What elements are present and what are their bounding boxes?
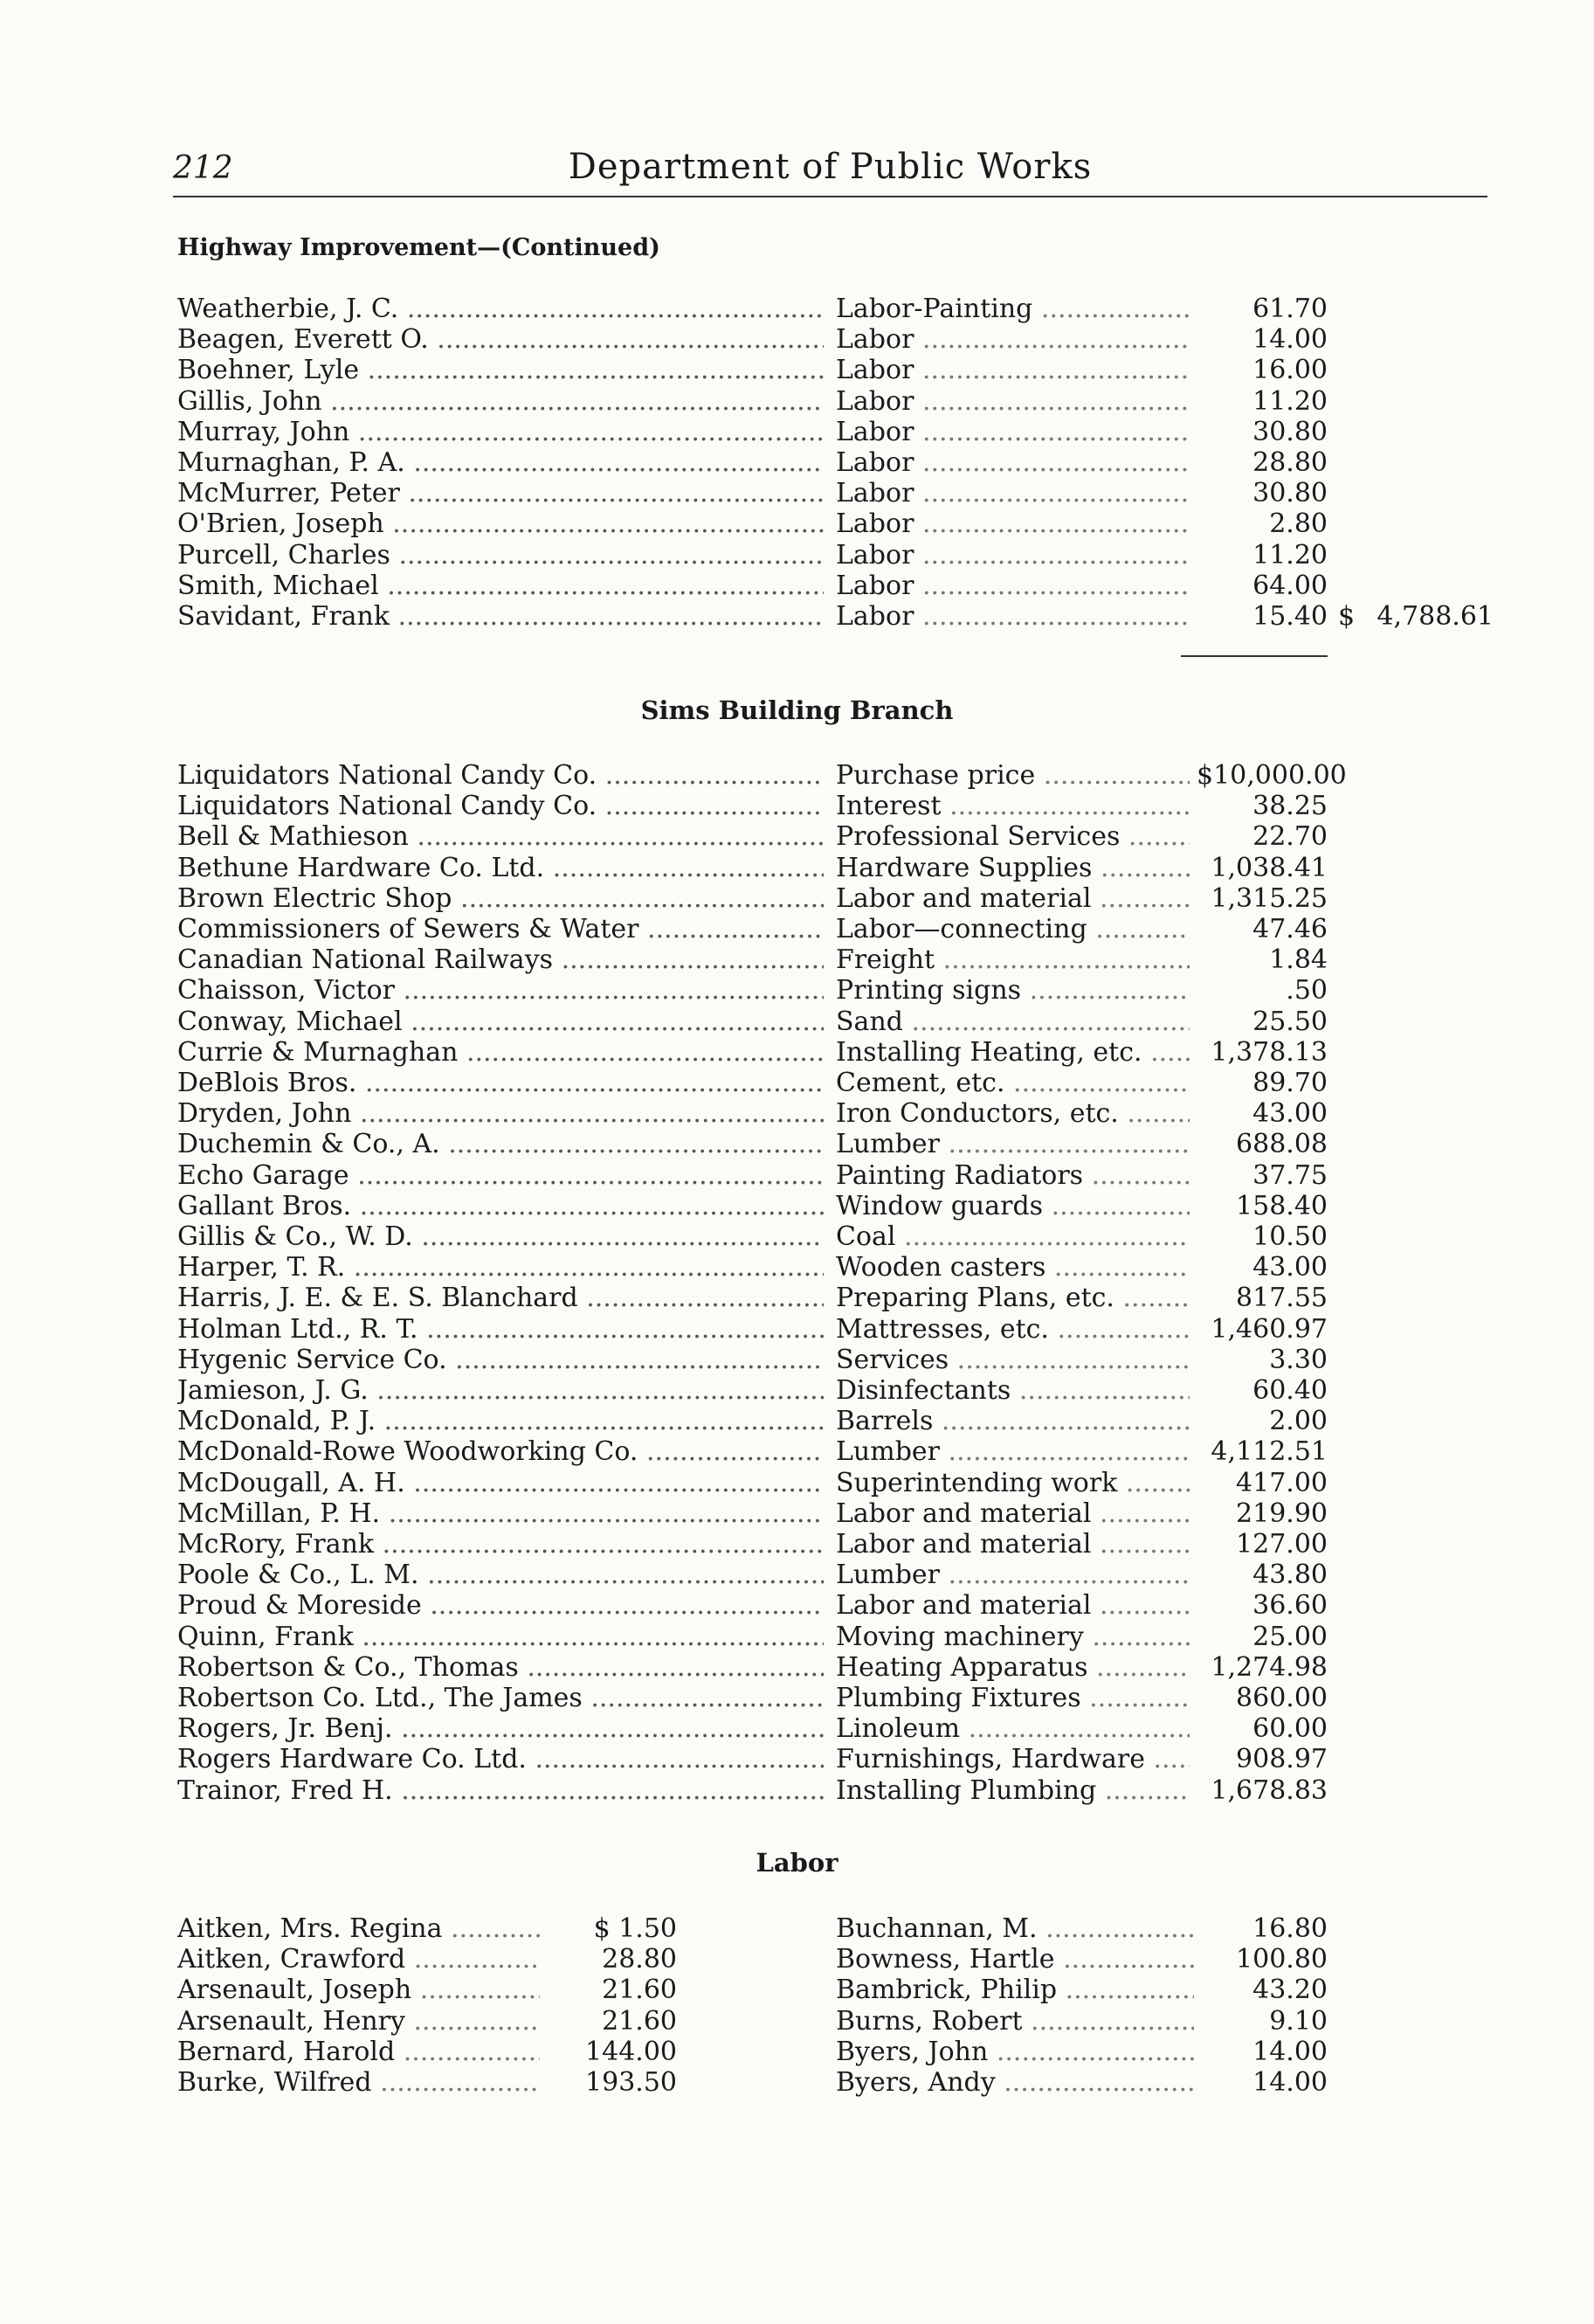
item-amount: 89.70 [1252,1068,1328,1098]
item-description: Preparing Plans, etc. ..... [836,1283,1190,1314]
table-row [0,1068,1594,1099]
item-description: Labor-Painting ..... [836,294,1190,325]
item-description: Iron Conductors, etc. ..... [836,1098,1190,1130]
item-description: Labor ..... [836,355,1190,386]
item-description: Heating Apparatus ..... [836,1652,1190,1684]
table-row [0,1944,1594,1975]
section-title-sims: Sims Building Branch [640,695,954,725]
item-amount: 25.00 [1252,1622,1328,1652]
item-description: Freight ..... [836,944,1190,976]
item-amount: 3.30 [1269,1345,1328,1375]
item-amount: $10,000.00 [1197,760,1347,791]
item-description: Barrels ..... [836,1406,1190,1437]
payee-name: McMurrer, Peter ..... [177,478,824,509]
table-row [0,1221,1594,1253]
payee-name: Murray, John ..... [177,417,824,448]
item-amount: 38.25 [1252,791,1328,821]
item-amount: 1,460.97 [1211,1314,1328,1345]
laborer-name: Arsenault, Joseph ..... [177,1975,540,2006]
item-amount: 37.75 [1252,1160,1328,1191]
item-description: Purchase price ..... [836,760,1190,792]
item-amount: 11.20 [1252,540,1328,571]
item-description: Labor and material ..... [836,1529,1190,1560]
item-description: Labor ..... [836,324,1190,356]
payee-name: McDonald, P. J. ..... [177,1406,824,1437]
payee-name: McDougall, A. H. ..... [177,1468,824,1499]
payee-name: Holman Ltd., R. T. ..... [177,1314,824,1345]
item-amount: 43.80 [1252,1560,1328,1590]
laborer-name: Bernard, Harold ..... [177,2037,540,2068]
table-row [0,417,1594,448]
item-amount: 47.46 [1252,914,1328,944]
table-row [0,1652,1594,1684]
laborer-amount: 144.00 [585,2037,677,2067]
payee-name: Rogers, Jr. Benj. ..... [177,1713,824,1745]
table-row [0,1345,1594,1376]
payee-name: Currie & Murnaghan ..... [177,1037,824,1069]
table-row [0,1975,1594,2006]
payee-name: Dryden, John ..... [177,1098,824,1130]
item-amount: 1,274.98 [1211,1652,1328,1683]
item-description: Disinfectants ..... [836,1375,1190,1407]
table-row [0,2067,1594,2099]
item-amount: 1,378.13 [1211,1037,1328,1068]
item-amount: 25.50 [1252,1006,1328,1037]
laborer-name: Burke, Wilfred ..... [177,2067,540,2099]
table-row [0,2037,1594,2068]
item-amount: 1,038.41 [1211,853,1328,883]
item-description: Labor ..... [836,386,1190,418]
table-row [0,1283,1594,1314]
table-row [0,1913,1594,1945]
item-description: Plumbing Fixtures ..... [836,1683,1190,1714]
table-row [0,1622,1594,1653]
table-row [0,1406,1594,1437]
payee-name: McRory, Frank ..... [177,1529,824,1560]
page-header [173,147,1487,197]
payee-name: Smith, Michael ..... [177,571,824,602]
laborer-amount: $ 1.50 [593,1913,677,1944]
item-description: Window guards ..... [836,1191,1190,1222]
item-description: Lumber ..... [836,1129,1190,1160]
payee-name: Quinn, Frank ..... [177,1622,824,1653]
laborer-name: Aitken, Mrs. Regina ..... [177,1913,540,1945]
payee-name: McDonald-Rowe Woodworking Co. ..... [177,1436,824,1468]
item-description: Coal ..... [836,1221,1190,1253]
table-row [0,883,1594,915]
payee-name: Canadian National Railways ..... [177,944,824,976]
item-description: Labor and material ..... [836,1590,1190,1622]
table-row [0,540,1594,571]
item-description: Moving machinery ..... [836,1622,1190,1653]
table-row [0,1468,1594,1499]
payee-name: McMillan, P. H. ..... [177,1498,824,1530]
item-description: Printing signs ..... [836,975,1190,1006]
payee-name: Savidant, Frank ..... [177,601,824,633]
item-amount: 219.90 [1236,1498,1328,1529]
table-row [0,2006,1594,2037]
item-amount: 4,112.51 [1211,1436,1328,1467]
table-row [0,1252,1594,1283]
table-row [0,1375,1594,1407]
laborer-amount: 14.00 [1252,2067,1328,2098]
laborer-amount: 100.80 [1236,1944,1328,1975]
payee-name: Brown Electric Shop ..... [177,883,824,915]
table-row [0,571,1594,602]
table-row [0,1006,1594,1038]
payee-name: Gillis & Co., W. D. ..... [177,1221,824,1253]
payee-name: Proud & Moreside ..... [177,1590,824,1622]
table-row [0,386,1594,418]
item-amount: 1.84 [1269,944,1328,975]
laborer-name: Byers, Andy ..... [836,2067,1194,2099]
payee-name: Harper, T. R. ..... [177,1252,824,1283]
laborer-amount: 21.60 [602,1975,677,2005]
table-row [0,1744,1594,1775]
item-description: Cement, etc. ..... [836,1068,1190,1099]
table-row [0,944,1594,976]
payee-name: Robertson Co. Ltd., The James ..... [177,1683,824,1714]
table-row [0,1683,1594,1714]
payee-name: Rogers Hardware Co. Ltd. ..... [177,1744,824,1775]
payee-name: Hygenic Service Co. ..... [177,1345,824,1376]
item-description: Hardware Supplies ..... [836,853,1190,884]
page-number: 212 [173,150,233,186]
item-amount: .50 [1286,975,1328,1006]
table-row [0,1191,1594,1222]
item-amount: 36.60 [1252,1590,1328,1621]
payee-name: Jamieson, J. G. ..... [177,1375,824,1407]
item-amount: 860.00 [1236,1683,1328,1713]
payee-name: Beagen, Everett O. ..... [177,324,824,356]
section-title-highway: Highway Improvement—(Continued) [177,234,660,261]
payee-name: Murnaghan, P. A. ..... [177,447,824,479]
table-row [0,324,1594,356]
laborer-amount: 43.20 [1252,1975,1328,2005]
item-amount: 2.00 [1269,1406,1328,1436]
item-description: Superintending work ..... [836,1468,1190,1499]
item-description: Sand ..... [836,1006,1190,1038]
item-amount: 10.50 [1252,1221,1328,1252]
table-row [0,294,1594,325]
laborer-name: Byers, John ..... [836,2037,1194,2068]
laborer-amount: 16.80 [1252,1913,1328,1944]
laborer-name: Burns, Robert ..... [836,2006,1194,2037]
payee-name: DeBlois Bros. ..... [177,1068,824,1099]
payee-name: Robertson & Co., Thomas ..... [177,1652,824,1684]
payee-name: Purcell, Charles ..... [177,540,824,571]
item-amount: 127.00 [1236,1529,1328,1560]
payee-name: Poole & Co., L. M. ..... [177,1560,824,1591]
item-amount: 2.80 [1269,508,1328,539]
item-description: Installing Heating, etc. ..... [836,1037,1190,1069]
laborer-name: Buchannan, M. ..... [836,1913,1194,1945]
item-description: Wooden casters ..... [836,1252,1190,1283]
total-rule [1181,655,1328,657]
payee-name: Commissioners of Sewers & Water ..... [177,914,824,945]
item-amount: 22.70 [1252,821,1328,852]
item-description: Labor ..... [836,571,1190,602]
table-row [0,791,1594,822]
payee-name: Conway, Michael ..... [177,1006,824,1038]
running-head: Department of Public Works [568,147,1093,187]
item-description: Services ..... [836,1345,1190,1376]
laborer-amount: 14.00 [1252,2037,1328,2067]
item-description: Labor—connecting ..... [836,914,1190,945]
table-row [0,1590,1594,1622]
item-description: Labor ..... [836,601,1190,633]
table-row [0,601,1594,633]
item-description: Labor and material ..... [836,1498,1190,1530]
payee-name: Duchemin & Co., A. ..... [177,1129,824,1160]
laborer-amount: 21.60 [602,2006,677,2037]
table-row [0,1775,1594,1807]
item-amount: 60.00 [1252,1713,1328,1744]
payee-name: Liquidators National Candy Co. ..... [177,791,824,822]
payee-name: Chaisson, Victor ..... [177,975,824,1006]
payee-name: O'Brien, Joseph ..... [177,508,824,540]
item-description: Labor ..... [836,417,1190,448]
item-amount: 60.40 [1252,1375,1328,1406]
section-total: 4,788.61 [1377,601,1494,632]
total-currency: $ [1338,601,1356,632]
item-amount: 15.40 [1252,601,1328,632]
item-description: Labor ..... [836,508,1190,540]
table-row [0,975,1594,1006]
table-row [0,760,1594,792]
item-amount: 688.08 [1236,1129,1328,1159]
payee-name: Trainor, Fred H. ..... [177,1775,824,1807]
item-amount: 1,678.83 [1211,1775,1328,1806]
payee-name: Echo Garage ..... [177,1160,824,1192]
item-amount: 30.80 [1252,417,1328,447]
table-row [0,1713,1594,1745]
table-row [0,355,1594,386]
payee-name: Bethune Hardware Co. Ltd. ..... [177,853,824,884]
laborer-amount: 28.80 [602,1944,677,1975]
payee-name: Gillis, John ..... [177,386,824,418]
item-amount: 43.00 [1252,1098,1328,1129]
table-row [0,1314,1594,1345]
item-description: Labor ..... [836,447,1190,479]
table-row [0,1037,1594,1069]
item-description: Labor ..... [836,478,1190,509]
section-title-labor: Labor [756,1848,838,1878]
laborer-name: Aitken, Crawford ..... [177,1944,540,1975]
table-row [0,478,1594,509]
item-amount: 30.80 [1252,478,1328,508]
item-description: Lumber ..... [836,1560,1190,1591]
laborer-amount: 193.50 [585,2067,677,2098]
item-amount: 43.00 [1252,1252,1328,1283]
table-row [0,853,1594,884]
table-row [0,1129,1594,1160]
laborer-name: Bowness, Hartle ..... [836,1944,1194,1975]
payee-name: Gallant Bros. ..... [177,1191,824,1222]
item-amount: 158.40 [1236,1191,1328,1221]
item-description: Labor and material ..... [836,883,1190,915]
table-row [0,1160,1594,1192]
laborer-amount: 9.10 [1269,2006,1328,2037]
item-description: Installing Plumbing ..... [836,1775,1190,1807]
item-description: Painting Radiators ..... [836,1160,1190,1192]
item-amount: 16.00 [1252,355,1328,385]
table-row [0,821,1594,853]
payee-name: Boehner, Lyle ..... [177,355,824,386]
payee-name: Liquidators National Candy Co. ..... [177,760,824,792]
item-description: Interest ..... [836,791,1190,822]
payee-name: Harris, J. E. & E. S. Blanchard ..... [177,1283,824,1314]
laborer-name: Arsenault, Henry ..... [177,2006,540,2037]
table-row [0,1098,1594,1130]
payee-name: Bell & Mathieson ..... [177,821,824,853]
item-amount: 64.00 [1252,571,1328,601]
item-amount: 61.70 [1252,294,1328,324]
table-row [0,1436,1594,1468]
item-description: Lumber ..... [836,1436,1190,1468]
item-amount: 417.00 [1236,1468,1328,1498]
table-row [0,1560,1594,1591]
table-row [0,447,1594,479]
item-amount: 1,315.25 [1211,883,1328,914]
item-amount: 28.80 [1252,447,1328,478]
item-description: Mattresses, etc. ..... [836,1314,1190,1345]
item-amount: 908.97 [1236,1744,1328,1774]
table-row [0,508,1594,540]
item-description: Linoleum ..... [836,1713,1190,1745]
table-row [0,914,1594,945]
item-amount: 11.20 [1252,386,1328,417]
table-row [0,1498,1594,1530]
item-amount: 14.00 [1252,324,1328,355]
laborer-name: Bambrick, Philip ..... [836,1975,1194,2006]
item-description: Furnishings, Hardware ..... [836,1744,1190,1775]
table-row [0,1529,1594,1560]
item-amount: 817.55 [1236,1283,1328,1313]
item-description: Professional Services ..... [836,821,1190,853]
payee-name: Weatherbie, J. C. ..... [177,294,824,325]
item-description: Labor ..... [836,540,1190,571]
